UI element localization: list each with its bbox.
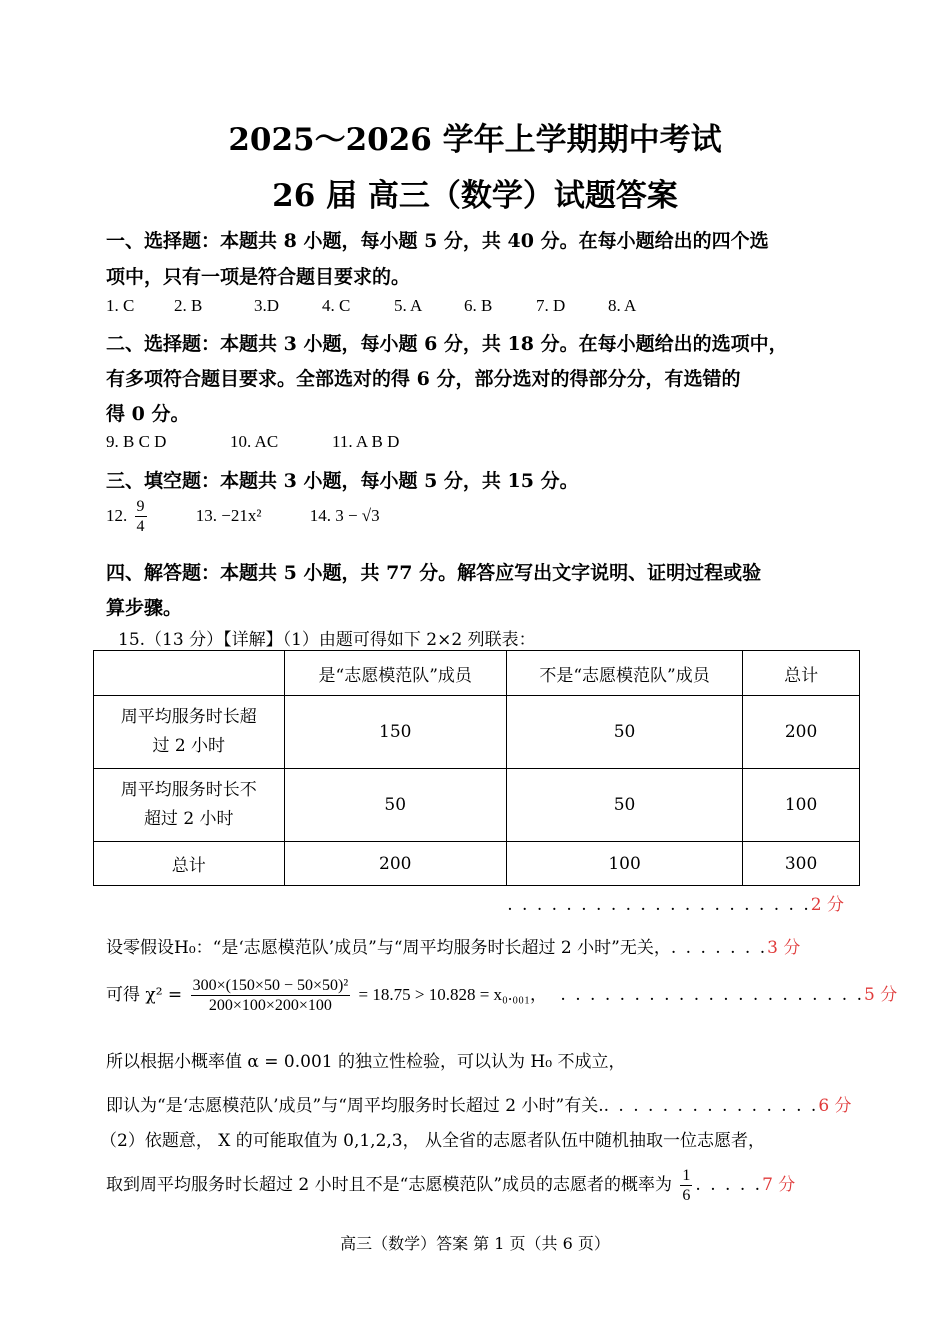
section-2-heading-line-1: 二、选择题：本题共 3 小题，每小题 6 分，共 18 分。在每小题给出的选项中， — [106, 333, 788, 355]
table-cell: 150 — [284, 696, 506, 769]
table-cell: 50 — [284, 769, 506, 842]
table-cell: 100 — [743, 769, 860, 842]
section-4-heading-line-1: 四、解答题：本题共 5 小题，共 77 分。解答应写出文字说明、证明过程或验 — [106, 562, 762, 584]
table-cell: 200 — [284, 842, 506, 886]
table-cell: 总计 — [94, 842, 285, 886]
score-3: 3 分 — [767, 938, 801, 958]
answer-12-denominator: 4 — [136, 518, 145, 536]
leader-dots: . . . . . . . . . . . . . . . . . . . . . — [507, 895, 811, 915]
answer-9: 9. B C D — [106, 432, 167, 451]
q15-intro: 15.（13 分）【详解】（1）由题可得如下 2×2 列联表： — [118, 630, 536, 650]
section-4-heading-line-2: 算步骤。 — [106, 597, 183, 619]
page-subtitle: 26 届 高三（数学）试题答案 — [272, 178, 678, 214]
table-cell: 200 — [743, 696, 860, 769]
answer-1: 1. C — [106, 296, 135, 315]
table-cell: 300 — [743, 842, 860, 886]
table-cell: 周平均服务时长超 过 2 小时 — [94, 696, 285, 769]
probability-text: 取到周平均服务时长超过 2 小时且不是“志愿模范队”成员的志愿者的概率为 — [106, 1175, 673, 1196]
table-row — [94, 842, 860, 886]
page-title: 2025～2026 学年上学期期中考试 — [228, 122, 722, 158]
probability-line — [106, 1166, 795, 1205]
answer-6: 6. B — [464, 296, 493, 315]
chi-square-result: = 18.75 > 10.828 = x₀.₀₀₁， — [358, 985, 548, 1005]
section-2-heading-line-2: 有多项符合题目要求。全部选对的得 6 分，部分选对的得部分分，有选错的 — [106, 368, 741, 390]
contingency-table — [93, 650, 860, 886]
conclusion-text: 即认为“是‘志愿模范队’成员”与“周平均服务时长超过 2 小时”有关. — [106, 1096, 604, 1116]
answer-13: 13. −21x² — [195, 505, 262, 525]
page-footer: 高三（数学）答案 第 1 页（共 6 页） — [340, 1234, 610, 1253]
answer-10: 10. AC — [230, 432, 279, 451]
score-5: 5 分 — [863, 985, 898, 1006]
table-row — [94, 769, 860, 842]
chi-square-line — [106, 976, 897, 1015]
table-cell: 50 — [506, 696, 742, 769]
table-cell: 50 — [506, 769, 742, 842]
section-3-answers — [106, 497, 380, 536]
answer-5: 5. A — [394, 296, 423, 315]
score-line-2 — [507, 890, 844, 915]
score-6: 6 分 — [818, 1096, 852, 1116]
table-row — [94, 696, 860, 769]
score-2: 2 分 — [810, 895, 844, 915]
section-2-answers — [106, 432, 399, 452]
table-cell: 周平均服务时长不 超过 2 小时 — [94, 769, 285, 842]
answer-14: 14. 3 − √3 — [309, 505, 380, 525]
leader-dots: . . . . . . . . . . . . . . . . . . . . . — [560, 985, 864, 1006]
leader-dots: . . . . . . . — [670, 938, 768, 958]
leader-dots: . . . . . . . . . . . . . . . — [603, 1096, 819, 1116]
table-header-row — [94, 651, 860, 696]
probability-fraction — [680, 1166, 692, 1205]
probability-denominator: 6 — [682, 1187, 691, 1205]
chi-square-fraction — [191, 976, 351, 1015]
answer-11: 11. A B D — [332, 432, 400, 451]
answer-2: 2. B — [174, 296, 203, 315]
section-1-heading-line-1: 一、选择题：本题共 8 小题，每小题 5 分，共 40 分。在每小题给出的四个选 — [106, 230, 769, 252]
hypothesis-text: 设零假设H₀：“是‘志愿模范队’成员”与“周平均服务时长超过 2 小时”无关， — [106, 938, 671, 958]
score-7: 7 分 — [762, 1175, 796, 1196]
answer-3: 3.D — [254, 296, 280, 315]
leader-dots: . . . . . — [695, 1175, 763, 1196]
chi-square-numerator: 300×(150×50 − 50×50)² — [191, 976, 351, 996]
table-header-cell: 总计 — [743, 651, 860, 696]
answer-4: 4. C — [322, 296, 351, 315]
chi-square-prefix: 可得 χ² = — [106, 985, 183, 1006]
alpha-line: 所以根据小概率值 α = 0.001 的独立性检验，可以认为 H₀ 不成立， — [106, 1052, 626, 1072]
answer-7: 7. D — [536, 296, 566, 315]
table-header-cell — [94, 651, 285, 696]
answer-12-label: 12. — [106, 505, 128, 525]
conclusion-line — [106, 1091, 852, 1116]
answer-12-numerator: 9 — [135, 497, 147, 517]
probability-numerator: 1 — [680, 1166, 692, 1186]
section-1-heading-line-2: 项中，只有一项是符合题目要求的。 — [106, 266, 411, 288]
table-cell: 100 — [506, 842, 742, 886]
section-2-heading-line-3: 得 0 分。 — [106, 403, 190, 425]
section-3-heading: 三、填空题：本题共 3 小题，每小题 5 分，共 15 分。 — [106, 470, 579, 492]
answer-8: 8. A — [608, 296, 637, 315]
chi-square-denominator: 200×100×200×100 — [208, 997, 332, 1015]
answer-12-fraction — [135, 497, 147, 536]
table-header-cell: 是“志愿模范队”成员 — [284, 651, 506, 696]
hypothesis-line — [106, 933, 800, 958]
table-header-cell: 不是“志愿模范队”成员 — [506, 651, 742, 696]
section-1-answers — [106, 296, 636, 316]
part-2-line: （2）依题意， X 的可能取值为 0,1,2,3， 从全省的志愿者队伍中随机抽取一位志愿者， — [100, 1131, 766, 1151]
